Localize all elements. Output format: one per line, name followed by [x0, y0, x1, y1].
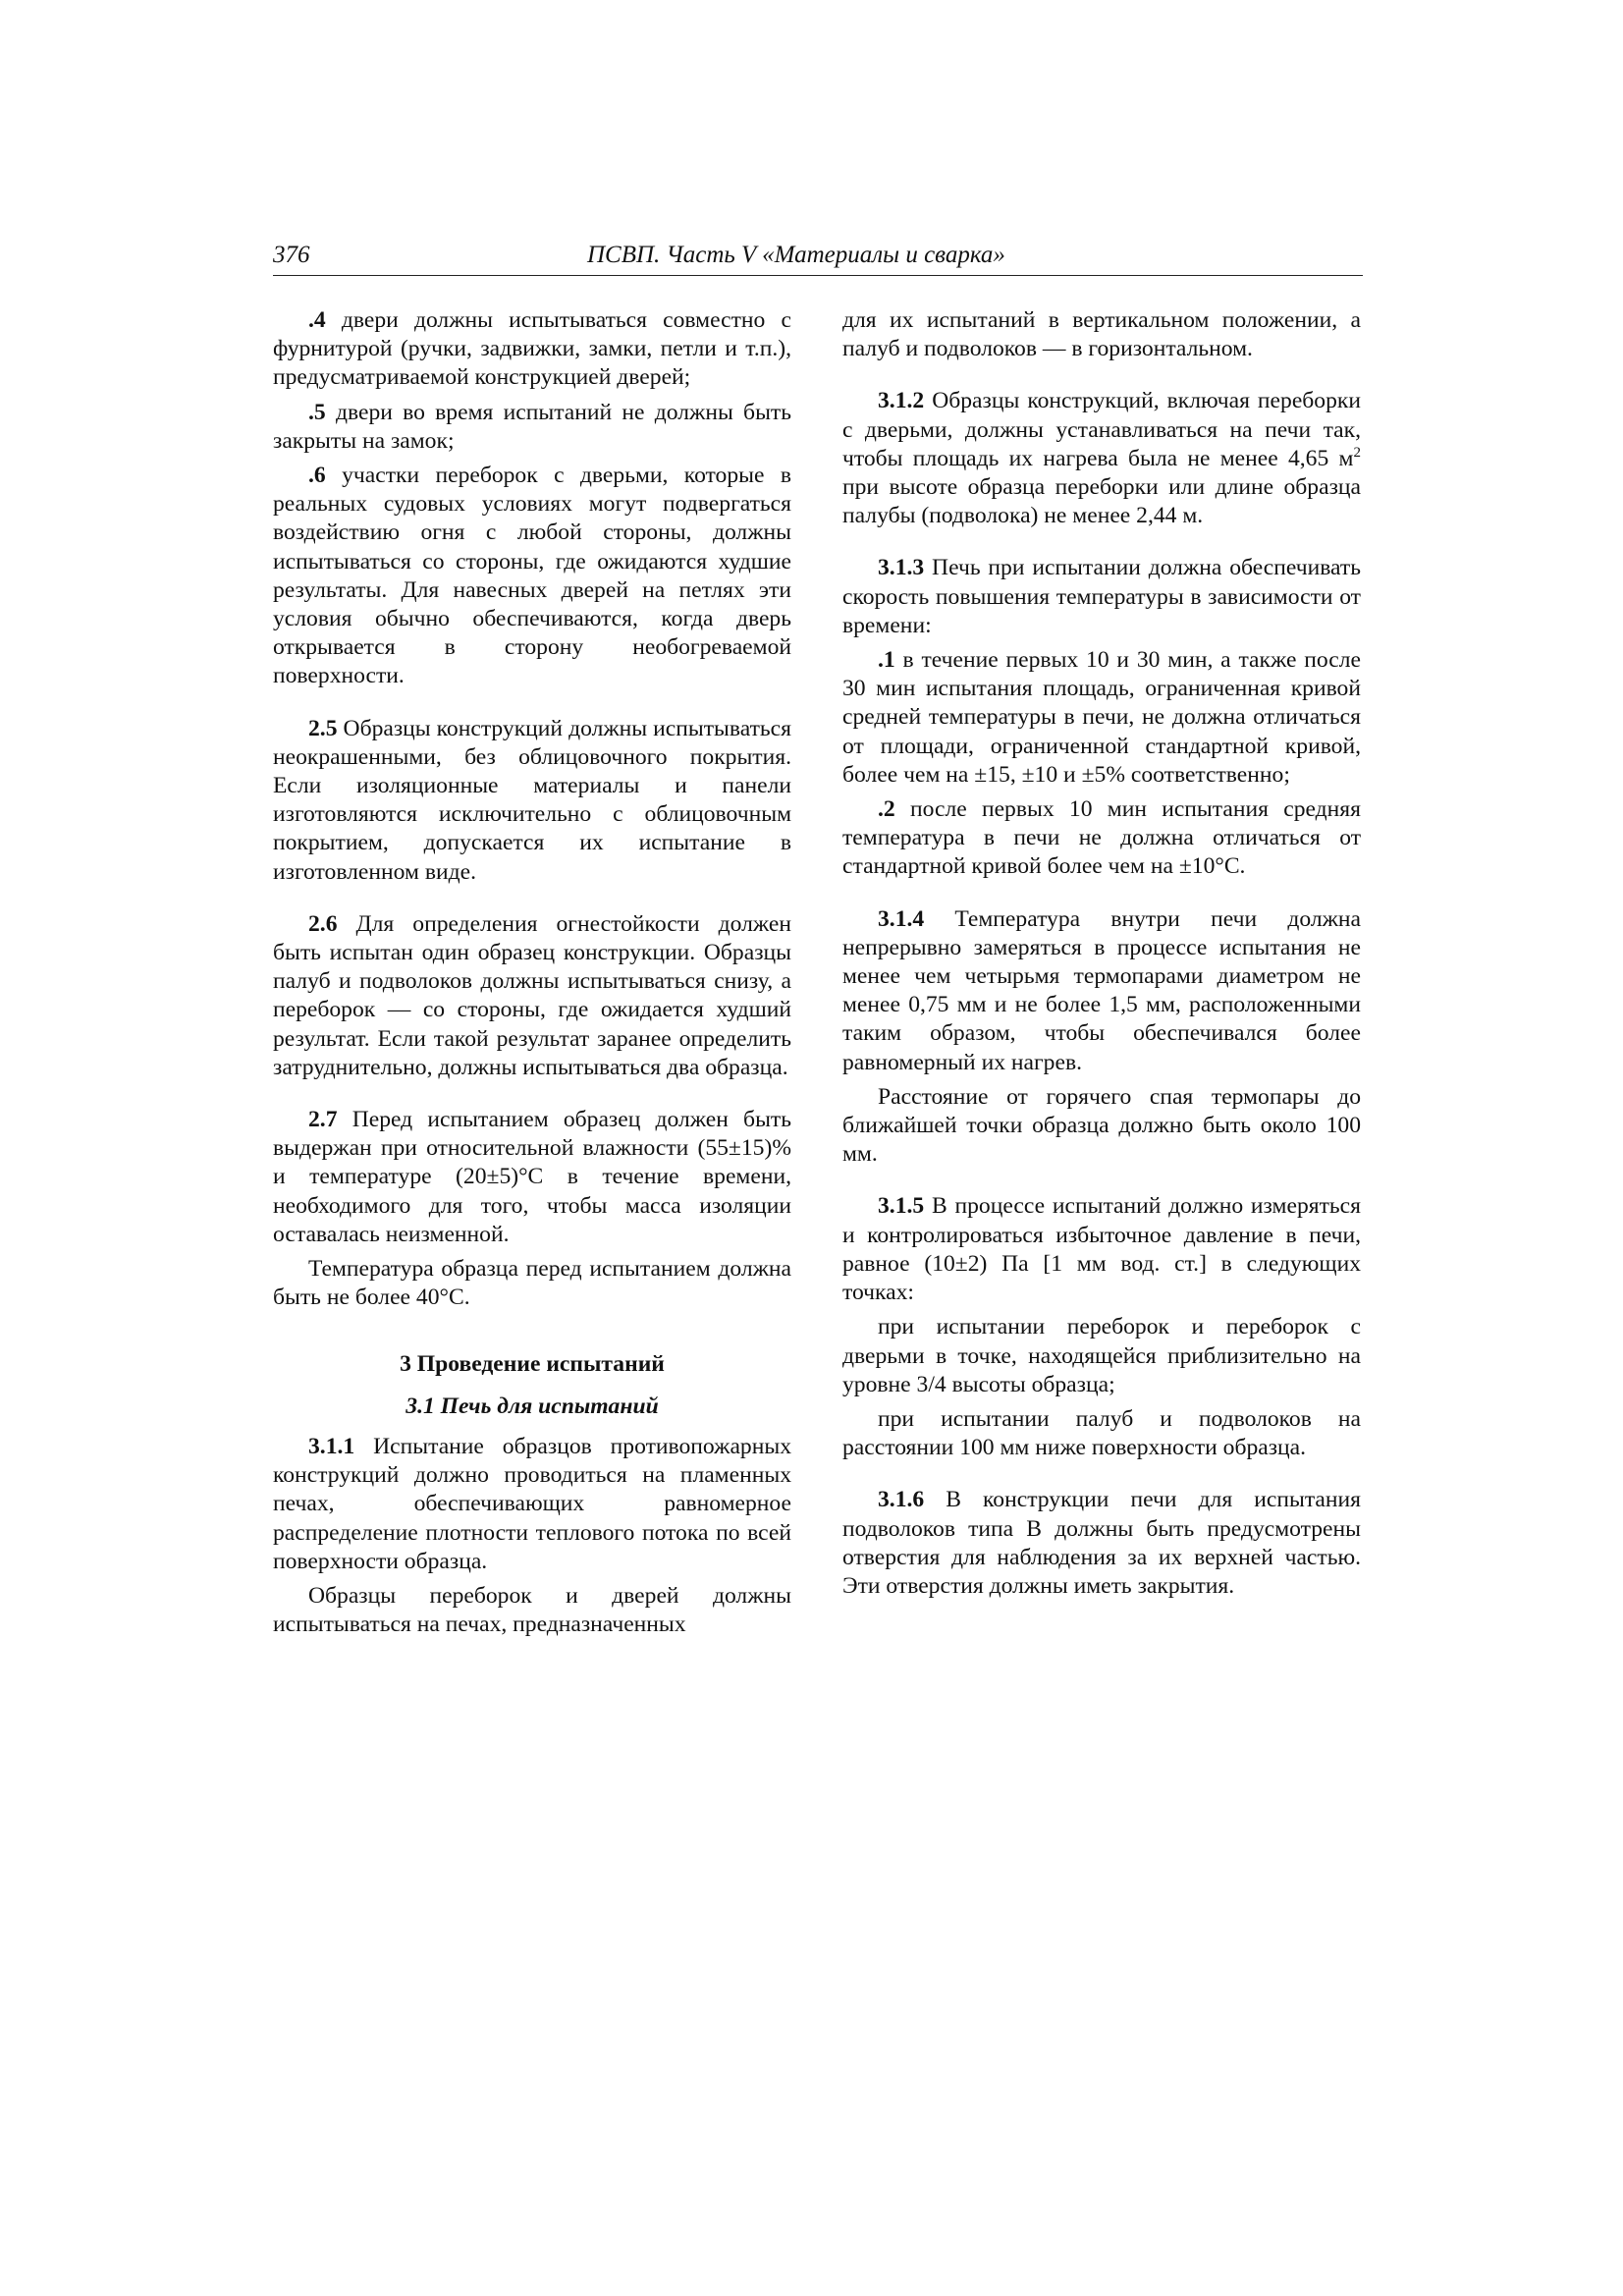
paragraph-text: Образцы переборок и дверей должны испытываться на печах, предназначенных [273, 1582, 791, 1638]
paragraph-text: Образцы конструкций, включая переборки с дверьми, должны устанавливаться на печи так, чтобы площадь их нагрева была не менее 4,65 м [842, 388, 1361, 471]
item-number: .5 [308, 399, 326, 425]
paragraph-text: двери должны испытываться совместно с фурнитурой (ручки, задвижки, замки, петли и т.п.), предусматриваемой конструкцией дверей; [273, 307, 791, 391]
item-number: .4 [308, 307, 326, 333]
paragraph [842, 795, 1361, 882]
clause-number: 3.1.2 [878, 388, 925, 414]
paragraph [842, 1083, 1361, 1170]
paragraph-text: Для определения огнестойкости должен быть испытан один образец конструкции. Образцы палуб и подволоков должны испытываться снизу, а переборок — со стороны, где ожидается худший результат. Если такой результат заранее определить затруднительно, должны испытываться два образца. [273, 910, 791, 1080]
clause-number: 3.1.4 [878, 905, 925, 932]
paragraph-text: при испытании переборок и переборок с дверьми в точке, находящейся приблизительно на уровне 3/4 высоты образца; [842, 1314, 1361, 1397]
clause-number: 3.1.1 [308, 1433, 355, 1459]
clause-number: 3.1.6 [878, 1487, 925, 1513]
item-number: .6 [308, 463, 326, 489]
clause-number: 3.1.3 [878, 555, 925, 581]
paragraph-text: при испытании палуб и подволоков на расстоянии 100 мм ниже поверхности образца. [842, 1405, 1361, 1461]
paragraph [842, 306, 1361, 363]
paragraph-text: Печь при испытании должна обеспечивать скорость повышения температуры в зависимости от времени: [842, 555, 1361, 638]
section-heading: 3 Проведение испытаний [400, 1350, 665, 1377]
paragraph-text: при высоте образца переборки или длине образца палубы (подволока) не менее 2,44 м. [842, 474, 1361, 529]
clause-number: 2.6 [308, 910, 338, 937]
paragraph-text: Перед испытанием образец должен быть выдержан при относительной влажности (55±15)% и температуре (20±5)°С в течение времени, необходимого для того, чтобы масса изоляции оставалась неизменной. [273, 1107, 791, 1247]
paragraph [273, 306, 791, 393]
superscript: 2 [1353, 444, 1361, 461]
item-number: .2 [878, 796, 895, 823]
paragraph-text: в течение первых 10 и 30 мин, а также после 30 мин испытания площадь, ограниченная кривой средней температуры в печи, не должна отличаться от площади, ограниченной стандартной кривой, более чем на ±15, ±10 и ±5% соответственно; [842, 647, 1361, 788]
paragraph [842, 1405, 1361, 1462]
paragraph-text: Температура внутри печи должна непрерывно замеряться в процессе испытания не менее чем четырьмя термопарами диаметром не менее 0,75 мм и не более 1,5 мм, расположенными таким образом, чтобы обеспечивался более равномерный их нагрев. [842, 905, 1361, 1075]
paragraph [842, 387, 1361, 530]
paragraph-text: двери во время испытаний не должны быть закрыты на замок; [273, 399, 791, 454]
item-number: .1 [878, 647, 895, 674]
paragraph [273, 910, 791, 1082]
running-title: ПСВП. Часть V «Материалы и сварка» [587, 242, 1005, 268]
left-column [273, 306, 791, 1639]
paragraph-text: Испытание образцов противопожарных конструкций должно проводиться на пламенных печах, обеспечивающих равномерное распределение плотности теплового потока по всей поверхности образца. [273, 1433, 791, 1574]
paragraph [842, 1192, 1361, 1307]
paragraph-text: В процессе испытаний должно измеряться и контролироваться избыточное давление в печи, равное (10±2) Па [1 мм вод. ст.] в следующих точках: [842, 1193, 1361, 1306]
paragraph-text: Расстояние от горячего спая термопары до ближайшей точки образца должно быть около 100 мм. [842, 1083, 1361, 1168]
paragraph-text: после первых 10 мин испытания средняя температура в печи не должна отличаться от стандартной кривой более чем на ±10°С. [842, 796, 1361, 880]
paragraph-text: Температура образца перед испытанием должна быть не более 40°С. [273, 1256, 791, 1311]
paragraph-text: Образцы конструкций должны испытываться неокрашенными, без облицовочного покрытия. Если изоляционные материалы и панели изготовляются исключительно с облицовочным покрытием, допускается их испытание в изготовленном виде. [273, 715, 791, 885]
paragraph [273, 1255, 791, 1312]
paragraph-text: участки переборок с дверьми, которые в реальных судовых условиях могут подвергаться воздействию огня с любой стороны, должны испытываться со стороны, где ожидаются худшие результаты. Для навесных дверей на петлях эти условия обычно обеспечиваются, когда дверь открывается в сторону необогреваемой поверхности. [273, 463, 791, 689]
paragraph [273, 1433, 791, 1576]
paragraph [273, 1106, 791, 1249]
paragraph [273, 1582, 791, 1639]
paragraph [842, 646, 1361, 790]
paragraph-text: для их испытаний в вертикальном положении, а палуб и подволоков — в горизонтальном. [842, 307, 1361, 362]
paragraph [842, 905, 1361, 1077]
paragraph [273, 462, 791, 691]
paragraph [842, 1486, 1361, 1601]
page-header [273, 242, 1363, 276]
paragraph [842, 554, 1361, 640]
paragraph [273, 399, 791, 456]
right-column [842, 306, 1361, 1601]
page-number: 376 [273, 242, 310, 268]
paragraph [273, 715, 791, 887]
clause-number: 2.5 [308, 715, 338, 741]
clause-number: 2.7 [308, 1107, 338, 1133]
paragraph-text: В конструкции печи для испытания подволоков типа В должны быть предусмотрены отверстия для наблюдения за их верхней частью. Эти отверстия должны иметь закрытия. [842, 1487, 1361, 1599]
subsection-heading: 3.1 Печь для испытаний [406, 1393, 659, 1419]
clause-number: 3.1.5 [878, 1193, 925, 1220]
paragraph [842, 1313, 1361, 1399]
